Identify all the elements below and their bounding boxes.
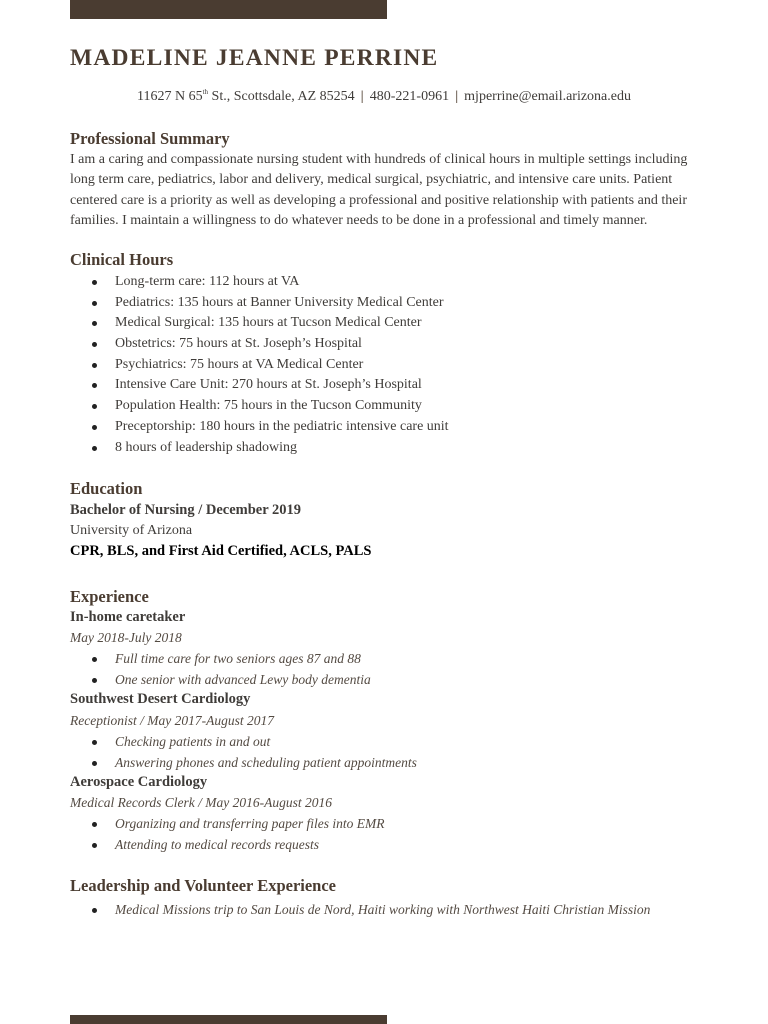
leadership-list: [70, 900, 650, 921]
bottom-decorative-bar: [70, 1015, 387, 1024]
phone: 480-221-0961: [369, 89, 450, 104]
job-title: Southwest Desert Cardiology: [70, 691, 251, 707]
list-item: Medical Missions trip to San Louis de Nord, Haiti working with Northwest Haiti Christian Mission: [70, 900, 650, 921]
job-bullets: [70, 814, 385, 855]
education-heading: Education: [70, 479, 143, 498]
job-title: In-home caretaker: [70, 609, 186, 625]
list-item: Medical Surgical: 135 hours at Tucson Medical Center: [70, 313, 449, 334]
list-item: Attending to medical records requests: [70, 835, 385, 856]
school: University of Arizona: [70, 523, 193, 538]
address-street: St., Scottsdale, AZ 85254: [208, 89, 355, 104]
address-street-number: 11627 N 65: [136, 89, 203, 104]
list-item: Checking patients in and out: [70, 732, 417, 753]
certifications: CPR, BLS, and First Aid Certified, ACLS, PALS: [70, 543, 372, 559]
list-item: One senior with advanced Lewy body dementia: [70, 670, 371, 691]
clinical-hours-heading: Clinical Hours: [70, 250, 174, 269]
email: mjperrine@email.arizona.edu: [464, 89, 631, 104]
job-bullets: [70, 732, 417, 773]
contact-line: [0, 89, 768, 105]
list-item: Pediatrics: 135 hours at Banner University Medical Center: [70, 293, 449, 314]
job-title: Aerospace Cardiology: [70, 774, 208, 790]
separator: |: [360, 89, 364, 104]
candidate-name: MADELINE JEANNE PERRINE: [70, 45, 439, 71]
top-decorative-bar: [70, 0, 387, 19]
separator: |: [455, 89, 459, 104]
list-item: Population Health: 75 hours in the Tucson Community: [70, 396, 449, 417]
list-item: Obstetrics: 75 hours at St. Joseph’s Hospital: [70, 334, 449, 355]
list-item: Preceptorship: 180 hours in the pediatric intensive care unit: [70, 417, 449, 438]
list-item: Long-term care: 112 hours at VA: [70, 272, 449, 293]
list-item: Organizing and transferring paper files into EMR: [70, 814, 385, 835]
list-item: 8 hours of leadership shadowing: [70, 438, 449, 459]
job-bullets: [70, 649, 371, 690]
degree: Bachelor of Nursing / December 2019: [70, 502, 302, 518]
summary-text: I am a caring and compassionate nursing student with hundreds of clinical hours in multiple settings including long term care, pediatrics, labor and delivery, medical surgical, psychiatric, and intensive care units. Patient centered care is a priority as well as developing a professional and positive relationship with patients and their families. I maintain a willingness to do whatever needs to be done in a professional and timely manner.: [70, 152, 688, 228]
list-item: Full time care for two seniors ages 87 and 88: [70, 649, 371, 670]
list-item: Answering phones and scheduling patient appointments: [70, 753, 417, 774]
summary-heading: Professional Summary: [70, 129, 230, 148]
list-item: Intensive Care Unit: 270 hours at St. Joseph’s Hospital: [70, 375, 449, 396]
job-meta: Receptionist / May 2017-August 2017: [70, 713, 274, 728]
address: [137, 89, 355, 104]
leadership-heading: Leadership and Volunteer Experience: [70, 876, 337, 895]
clinical-hours-list: [70, 272, 449, 458]
experience-heading: Experience: [70, 587, 149, 606]
address-ordinal: th: [202, 88, 209, 96]
job-meta: Medical Records Clerk / May 2016-August 2016: [70, 795, 332, 810]
job-meta: May 2018-July 2018: [70, 630, 182, 645]
list-item: Psychiatrics: 75 hours at VA Medical Center: [70, 355, 449, 376]
